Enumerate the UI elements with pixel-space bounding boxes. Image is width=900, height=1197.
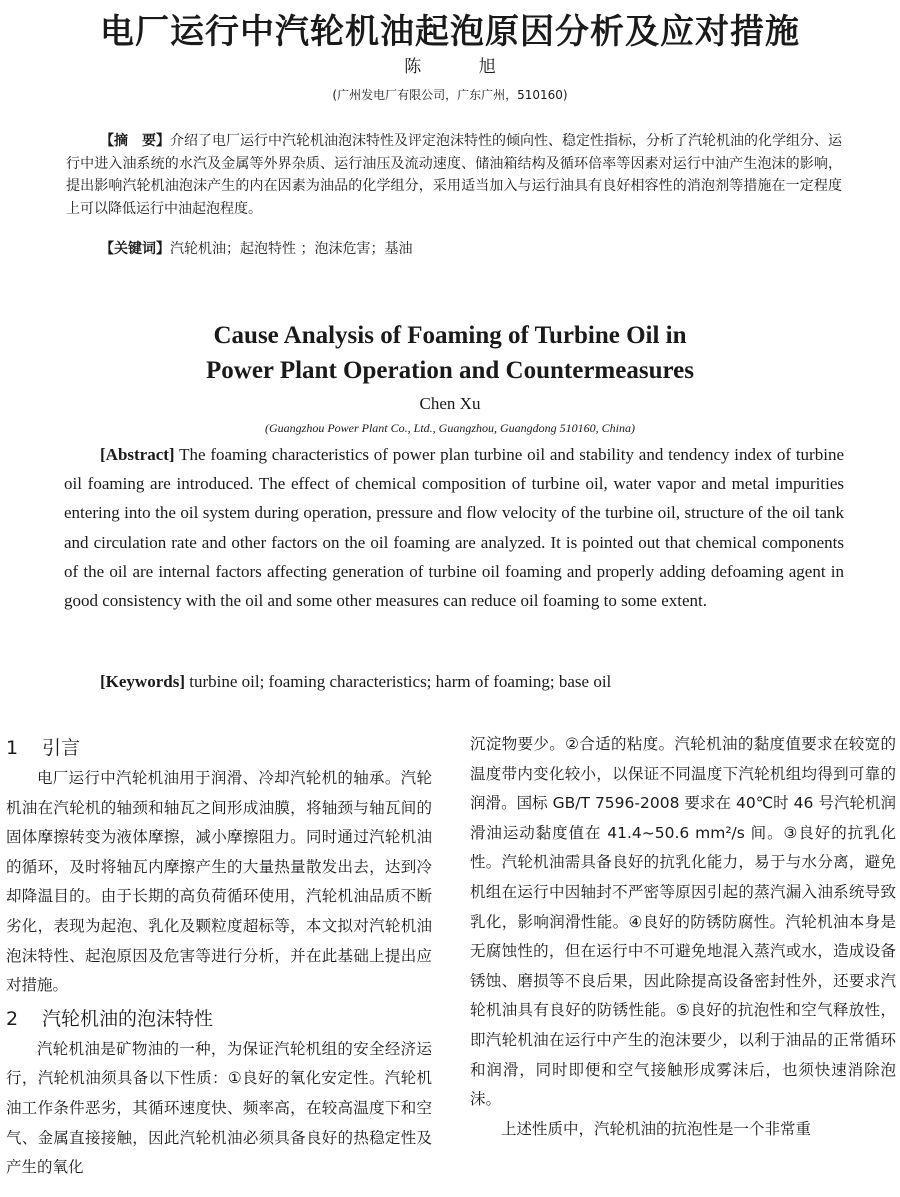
english-keywords-label: [Keywords] xyxy=(100,672,185,691)
section-2-paragraph-continued: 沉淀物要少。②合适的粘度。汽轮机油的黏度值要求在较宽的温度带内变化较小，以保证不同温度下汽轮机组均得到可靠的润滑。国标 GB/T 7596-2008 要求在 40℃时 46 号汽轮机润滑油运动黏度值在 41.4~50.6 mm²/s 间。③良好的抗乳化性。汽轮机油需具备良好的抗乳化能力，易于与水分离，避免机组在运行中因轴封不严密等原因引起的蒸汽漏入油系统导致乳化，影响润滑性能。④良好的防锈防腐性。汽轮机油本身是无腐蚀性的，但在运行中不可避免地混入蒸汽或水，造成设备锈蚀、磨损等不良后果，因此除提高设备密封性外，还要求汽轮机油具有良好的防锈性能。⑤良好的抗泡性和空气释放性，即汽轮机油在运行中产生的泡沫要少，以利于油品的正常循环和润滑，同时即便和空气接触形成雾沫后，也须快速消除泡沫。 xyxy=(470,735,896,1109)
english-affiliation: (Guangzhou Power Plant Co., Ltd., Guangzhou, Guangdong 510160, China) xyxy=(264,421,635,435)
english-title-line-1: Cause Analysis of Foaming of Turbine Oil in xyxy=(213,322,687,349)
section-2-heading xyxy=(6,1005,432,1035)
chinese-title: 电厂运行中汽轮机油起泡原因分析及应对措施 xyxy=(100,12,800,52)
chinese-affiliation: (广州发电厂有限公司，广东广州，510160) xyxy=(332,88,568,102)
chinese-keywords xyxy=(100,238,840,258)
english-keywords-text: turbine oil; foaming characteristics; harm of foaming; base oil xyxy=(189,672,612,691)
chinese-keywords-label: 【关键词】 xyxy=(100,241,170,257)
english-keywords xyxy=(100,672,840,692)
section-1-title: 引言 xyxy=(42,737,81,759)
english-abstract-text: The foaming characteristics of power plan turbine oil and stability and tendency index of turbine oil foaming are introduced. The effect of chemical composition of turbine oil, water vapor and metal impurities entering into the oil system during operation, pressure and flow velocity of the turbine oil, structure of the oil tank and circulation rate and other factors on the oil foaming are analyzed. It is pointed out that chemical components of the oil are internal factors affecting generation of turbine oil foaming and properly adding defoaming agent in good consistency with the oil and some other measures can reduce oil foaming to some extent. xyxy=(64,445,844,611)
section-1-paragraph: 电厂运行中汽轮机油用于润滑、冷却汽轮机的轴承。汽轮机油在汽轮机的轴颈和轴瓦之间形成油膜，将轴颈与轴瓦间的固体摩擦转变为液体摩擦，减小摩擦阻力。同时通过汽轮机油的循环，及时将轴瓦内摩擦产生的大量热量散发出去，达到冷却降温目的。由于长期的高负荷循环使用，汽轮机油品质不断劣化，表现为起泡、乳化及颗粒度超标等，本文拟对汽轮机油泡沫特性、起泡原因及危害等进行分析，并在此基础上提出应对措施。 xyxy=(6,769,432,995)
english-abstract xyxy=(64,440,844,615)
section-2-paragraph-next: 上述性质中，汽轮机油的抗泡性是一个非常重 xyxy=(501,1119,812,1138)
english-author: Chen Xu xyxy=(419,394,481,413)
english-title-line-2: Power Plant Operation and Countermeasures xyxy=(206,357,694,384)
english-title xyxy=(0,318,900,388)
section-1-number: 1 xyxy=(6,737,19,759)
english-abstract-label: [Abstract] xyxy=(100,445,175,464)
section-2-paragraph: 汽轮机油是矿物油的一种，为保证汽轮机组的安全经济运行，汽轮机油须具备以下性质：①良好的氧化安定性。汽轮机油工作条件恶劣，其循环速度快、频率高，在较高温度下和空气、金属直接接触，因此汽轮机油必须具备良好的热稳定性及产生的氧化 xyxy=(6,1039,432,1177)
section-2-title: 汽轮机油的泡沫特性 xyxy=(42,1007,214,1030)
chinese-abstract-text: 介绍了电厂运行中汽轮机油泡沫特性及评定泡沫特性的倾向性、稳定性指标，分析了汽轮机油的化学组分、运行中进入油系统的水汽及金属等外界杂质、运行油压及流动速度、储油箱结构及循环倍率等因素对运行中油产生泡沫的影响，提出影响汽轮机油泡沫产生的内在因素为油品的化学组分，采用适当加入与运行油具有良好相容性的消泡剂等措施在一定程度上可以降低运行中油起泡程度。 xyxy=(66,133,842,217)
chinese-abstract-label: 【摘 要】 xyxy=(100,133,170,149)
chinese-author: 陈 旭 xyxy=(404,57,522,77)
section-2-number: 2 xyxy=(6,1007,19,1030)
body-column-left xyxy=(6,730,432,1183)
section-1-heading xyxy=(6,734,432,764)
chinese-keywords-text: 汽轮机油；起泡特性 ；泡沫危害；基油 xyxy=(170,241,413,257)
body-column-right xyxy=(470,730,896,1144)
chinese-abstract xyxy=(66,130,842,220)
